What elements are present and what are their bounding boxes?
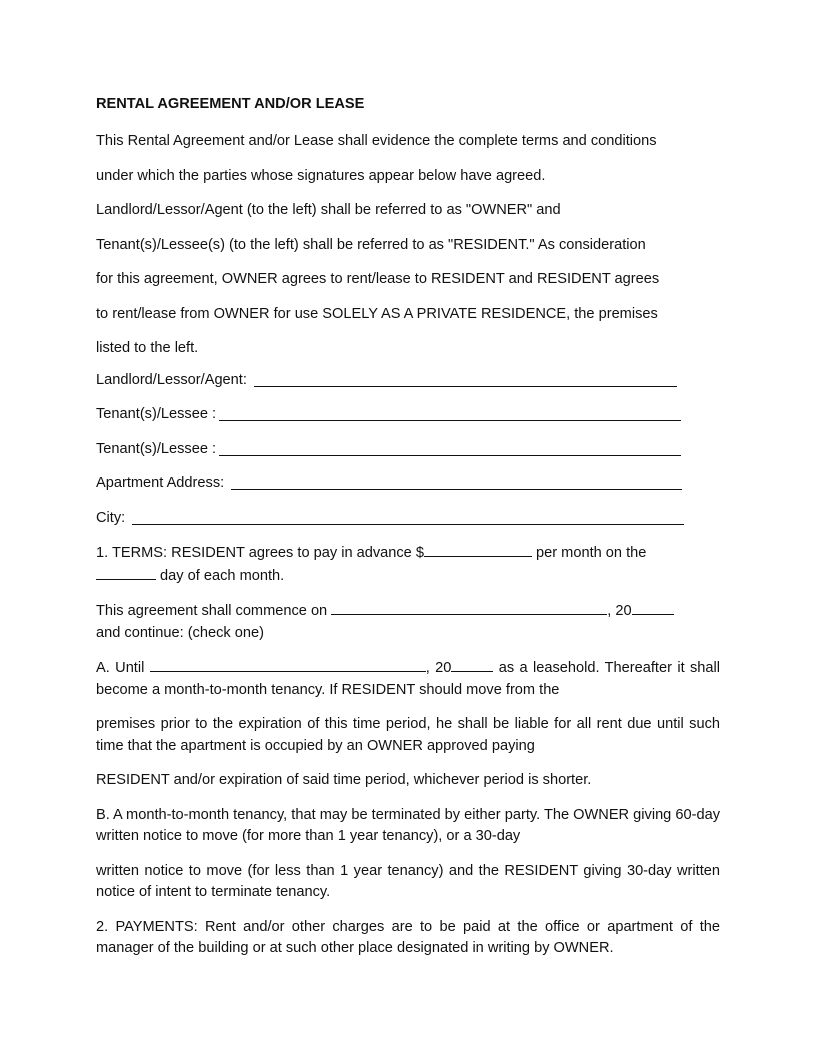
option-a-paragraph-3: RESIDENT and/or expiration of said time period, whichever period is shorter. [96,772,592,788]
option-a-paragraph-2: premises prior to the expiration of this time period, he shall be liable for all rent due until such time that the apartment is occupied by an OWNER approved paying [96,716,720,754]
intro-line: under which the parties whose signatures appear below have agreed. [96,167,546,184]
rent-amount-blank[interactable] [424,542,532,557]
rent-day-blank[interactable] [96,565,156,580]
city-label: City: [96,509,130,526]
option-a-text-a: A. Until [96,660,150,676]
address-field [96,473,720,508]
city-blank[interactable] [132,508,684,525]
city-field [96,508,720,543]
tenant2-label: Tenant(s)/Lessee : [96,440,217,457]
intro-line: Landlord/Lessor/Agent (to the left) shall be referred to as "OWNER" and [96,202,561,218]
option-a-paragraph [96,657,720,701]
tenant1-label: Tenant(s)/Lessee : [96,406,217,422]
landlord-label: Landlord/Lessor/Agent: [96,371,251,388]
terms-text-b: per month on the [531,545,647,561]
until-date-blank[interactable] [150,657,426,672]
document-title: RENTAL AGREEMENT AND/OR LEASE [96,96,365,112]
tenant1-blank[interactable] [219,404,681,421]
document-page [96,94,720,973]
address-label: Apartment Address: [96,475,229,491]
intro-line: for this agreement, OWNER agrees to rent/lease to RESIDENT and RESIDENT agrees [96,271,660,287]
commence-text-a: This agreement shall commence on [96,603,332,619]
address-blank[interactable] [231,473,682,490]
commence-paragraph [96,600,720,644]
commence-year-blank[interactable] [632,600,674,615]
intro-line: to rent/lease from OWNER for use SOLELY AS A PRIVATE RESIDENCE, the premises [96,305,658,322]
commence-text-b: , 20 [607,603,632,619]
option-b-paragraph-2: written notice to move (for less than 1 year tenancy) and the RESIDENT giving 30-day written notice of intent to terminate tenancy. [96,862,720,900]
option-b-paragraph: B. A month-to-month tenancy, that may be terminated by either party. The OWNER giving 60-day written notice to move (for more than 1 year tenancy), or a 30-day [96,806,720,844]
payments-paragraph: 2. PAYMENTS: Rent and/or other charges are to be paid at the office or apartment of the manager of the building or at such other place designated in writing by OWNER. [96,918,720,956]
intro-block [96,124,720,366]
tenant2-blank[interactable] [219,439,681,456]
terms-text-a: 1. TERMS: RESIDENT agrees to pay in advance $ [96,545,424,561]
commence-date-blank[interactable] [331,600,607,615]
intro-line: listed to the left. [96,340,199,356]
commence-text-c: and continue: (check one) [96,624,264,641]
intro-line: This Rental Agreement and/or Lease shall evidence the complete terms and conditions [96,133,657,149]
landlord-field [96,370,720,405]
intro-line: Tenant(s)/Lessee(s) (to the left) shall be referred to as "RESIDENT." As consideration [96,236,646,253]
tenant1-field [96,404,720,439]
tenant2-field [96,439,720,474]
landlord-blank[interactable] [254,370,677,387]
option-a-text-b: , 20 [425,660,452,676]
terms-text-c: day of each month. [156,567,285,584]
option-a-text-c: as a leasehold. Thereafter it shall become a month-to-month tenancy. If RESIDENT should move from the [96,660,721,698]
until-year-blank[interactable] [451,657,493,672]
terms-paragraph [96,542,720,587]
